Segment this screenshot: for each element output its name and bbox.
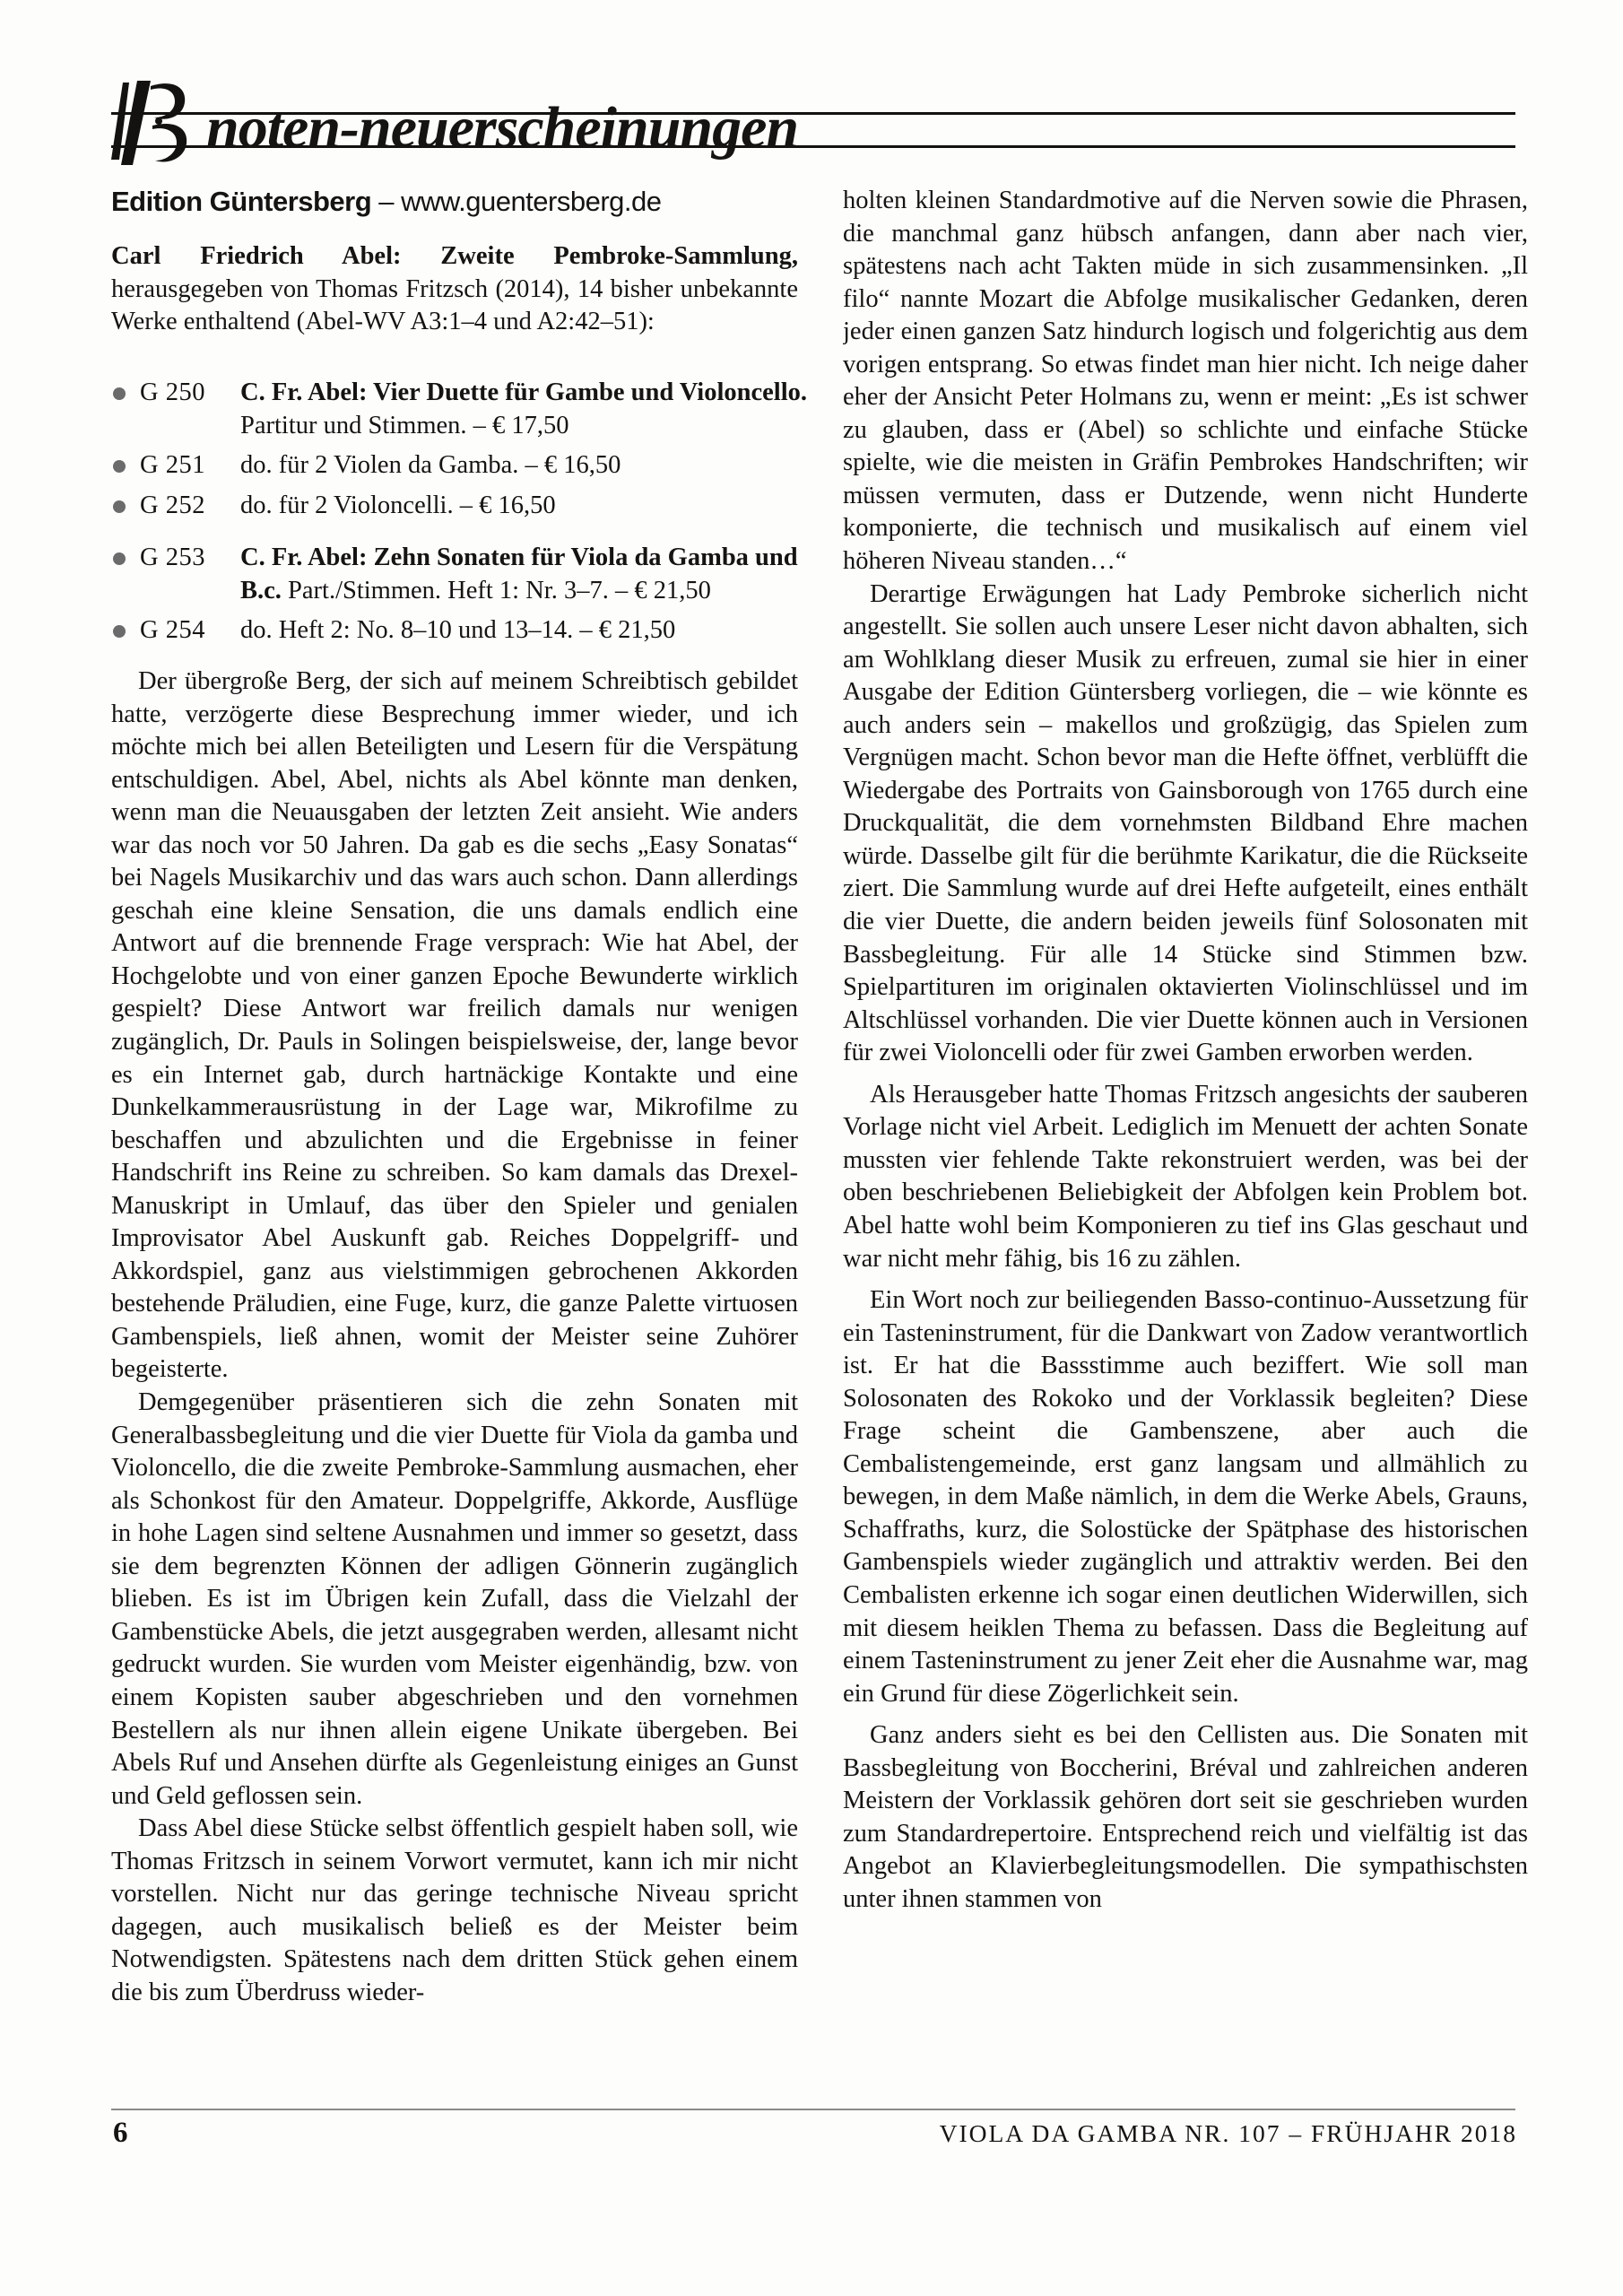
bullet-icon xyxy=(113,500,126,513)
catalog-item xyxy=(111,449,809,483)
catalog-entry: do. für 2 Violoncelli. – € 16,50 xyxy=(240,491,556,519)
catalog-number: G 252 xyxy=(140,491,205,519)
alto-clef-ornament-icon xyxy=(109,79,188,165)
body-paragraph: Der übergroße Berg, der sich auf meinem Schreibtisch gebildet hatte, verzögerte diese Besprechung immer wieder, und ich möchte mich bei allen Beteiligten und Lesern für die Verspätung entschuldigen. Abel, Abel, nichts als Abel könnte man denken, wenn man die Neuausgaben der letzten Zeit ansieht. Wie anders war das noch vor 50 Jahren. Da gab es die sechs „Easy Sonatas“ bei Nagels Musikarchiv und das wars auch schon. Dann allerdings geschah eine kleine Sensation, die uns damals endlich eine Antwort auf die brennende Frage versprach: Wie hat Abel, der Hochgelobte und von einer ganzen Epoche Bewunderte wirklich gespielt? Diese Antwort war freilich damals nur wenigen zugänglich, Dr. Pauls in Solingen beispielsweise, der, lange bevor es ein Internet gab, durch hartnäckige Kontakte und eine Dunkelkammerausrüstung in der Lage war, Mikrofilme zu beschaffen und abzulichten und die Ergebnisse in feiner Handschrift ins Reine zu schreiben. So kam damals das Drexel-Manuskript in Umlauf, das über den Spieler und genialen Improvisator Abel Auskunft gab. Reiches Doppelgriff- und Akkordspiel, ganz aus vielstimmigen gebrochenen Akkorden bestehende Präludien, eine Fuge, kurz, die ganze Palette virtuosen Gambenspiels, ließ ahnen, womit der Meister seine Zuhörer begeisterte. xyxy=(111,667,798,1384)
body-paragraph: holten kleinen Standardmotive auf die Nerven sowie die Phrasen, die manchmal ganz hübsch anfangen, dann aber nach vier, spätestens nach acht Takten müde in sich zusammensinken. „Il filo“ nannte Mozart die Abfolge musikalischer Gedanken, deren jeder einen ganzen Satz hindurch logisch und folgerichtig aus dem vorigen entsprang. So etwas findet man hier nicht. Ich neige daher eher der Ansicht Peter Holmans zu, wenn er meint: „Es ist schwer zu glauben, dass er (Abel) so schlichte und einfache Stücke spielte, wie die meisten in Gräfin Pembrokes Handschriften; wir müssen vermuten, dass er Dutzende, wenn nicht Hunderte komponierte, die technisch und musikalisch auf einem viel höheren Niveau standen…“ xyxy=(843,187,1528,576)
body-paragraph: Ganz anders sieht es bei den Cellisten aus. Die Sonaten mit Bassbegleitung von Boccherini, Bréval und zahlreichen anderen Meistern der Vorklassik gehören dort seit sie geschrieben wurden zum Standardrepertoire. Entsprechend reich und vielfältig ist das Angebot an Klavierbegleitungsmodellen. Die sympathischsten unter ihnen stammen von xyxy=(843,1721,1528,1913)
publisher-url: www.guentersberg.de xyxy=(401,186,662,217)
section-title: noten-neuerscheinungen xyxy=(206,95,799,161)
review-intro xyxy=(111,240,798,339)
body-paragraph: Als Herausgeber hatte Thomas Fritzsch angesichts der sauberen Vorlage nicht viel Arbeit. Lediglich im Menuett der achten Sonate mussten vier fehlende Takte rekonstruiert werden, was bei der oben beschriebenen Beliebigkeit der Abfolgen kein Problem bot. Abel hatte wohl beim Komponieren zu tief ins Glas geschaut und war nicht mehr fähig, bis 16 zu zählen. xyxy=(843,1080,1528,1273)
footer-rule xyxy=(111,2109,1515,2110)
catalog-number: G 253 xyxy=(140,544,205,572)
body-paragraph: Demgegenüber präsentieren sich die zehn Sonaten mit Generalbassbegleitung und die vier Duette für Viola da gamba und Violoncello, die die zweite Pembroke-Sammlung ausmachen, eher als Schonkost für den Amateur. Doppelgriffe, Akkorde, Ausflüge in hohe Lagen sind seltene Ausnahmen und immer so gesetzt, dass sie dem begrenzten Können der adligen Gönnerin zugänglich blieben. Es ist im Übrigen kein Zufall, dass die Vielzahl der Gambenstücke Abels, die jetzt ausgegraben werden, allesamt nicht gedruckt wurden. Sie wurden vom Meister eigenhändig, bzw. von einem Kopisten sauber abgeschrieben und den vornehmen Bestellern als nur ihnen allein eigene Unikate übergeben. Bei Abels Ruf und Ansehen dürfte als Gegenleistung einiges an Gunst und Geld geflossen sein. xyxy=(111,1388,798,1810)
catalog-list xyxy=(111,377,809,655)
bullet-icon xyxy=(113,625,126,638)
bullet-icon xyxy=(113,460,126,473)
catalog-number: G 250 xyxy=(140,378,205,406)
publisher-name: Edition Güntersberg xyxy=(111,186,372,217)
body-column-right xyxy=(843,185,1528,2099)
catalog-number: G 254 xyxy=(140,616,205,645)
catalog-entry: C. Fr. Abel: Zehn Sonaten für Viola da Gamba und B.c. Part./Stimmen. Heft 1: Nr. 3–7. – € 21,50 xyxy=(240,544,798,604)
publisher-separator: – xyxy=(371,186,402,217)
body-paragraph: Dass Abel diese Stücke selbst öffentlich gespielt haben soll, wie Thomas Fritzsch in seinem Vorwort vermutet, kann ich mir nicht vorstellen. Nicht nur das geringe technische Niveau spricht dagegen, auch musikalisch beließ es der Meister beim Notwendigsten. Spätestens nach dem dritten Stück gehen einem die bis zum Überdruss wieder- xyxy=(111,1814,798,2006)
catalog-entry: do. für 2 Violen da Gamba. – € 16,50 xyxy=(240,451,621,480)
work-details: herausgegeben von Thomas Fritzsch (2014), 14 bisher unbekannte Werke enthaltend (Abel-WV A3:1–4 und A2:42–51): xyxy=(111,274,798,336)
catalog-entry: do. Heft 2: No. 8–10 und 13–14. – € 21,50 xyxy=(240,616,676,645)
publisher-line xyxy=(111,185,798,219)
page-number: 6 xyxy=(113,2117,128,2149)
body-column-left xyxy=(111,665,798,2097)
work-title: Carl Friedrich Abel: Zweite Pembroke-Sammlung, xyxy=(111,242,798,270)
journal-footer: VIOLA DA GAMBA NR. 107 – FRÜHJAHR 2018 xyxy=(939,2119,1517,2147)
catalog-number: G 251 xyxy=(140,451,205,480)
bullet-icon xyxy=(113,387,126,400)
bullet-icon xyxy=(113,552,126,565)
catalog-item xyxy=(111,490,809,523)
catalog-item xyxy=(111,614,809,648)
catalog-entry: C. Fr. Abel: Vier Duette für Gambe und Violoncello. Partitur und Stimmen. – € 17,50 xyxy=(240,378,808,439)
body-paragraph: Derartige Erwägungen hat Lady Pembroke sicherlich nicht angestellt. Sie sollen auch unsere Leser nicht davon abhalten, sich am Wohlklang dieser Musik zu erfreuen, zumal sie hier in einer Ausgabe der Edition Güntersberg vorliegen, die – wie könnte es auch anders sein – makellos und großzügig, das Spielen zum Vergnügen macht. Schon bevor man die Hefte öffnet, verblüfft die Wiedergabe des Portraits von Gainsborough von 1765 durch eine Druckqualität, die dem vornehmsten Bildband Ehre machen würde. Dasselbe gilt für die berühmte Karikatur, die die Rückseite ziert. Die Sammlung wurde auf drei Hefte aufgeteilt, eines enthält die vier Duette, die andern beiden jeweils fünf Solosonaten mit Bassbegleitung. Für alle 14 Stücke sind Stimmen bzw. Spielpartituren im originalen oktavierten Violinschlüssel und im Altschlüssel vorhanden. Die vier Duette können auch in Versionen für zwei Violoncelli oder für zwei Gamben erworben werden. xyxy=(843,579,1528,1067)
body-paragraph: Ein Wort noch zur beiliegenden Basso-continuo-Aussetzung für ein Tasteninstrument, für die Dankwart von Zadow verantwortlich ist. Er hat die Bassstimme auch beziffert. Wie soll man Solosonaten des Rokoko und der Vorklassik begleiten? Diese Frage scheint die Gambenszene, aber auch die Cembalistengemeinde, erst ganz langsam und allmählich zu bewegen, in dem Maße nämlich, in dem die Werke Abels, Grauns, Schaffraths, kurz, die Solostücke der Spätphase des historischen Gambenspiels wieder zugänglich und attraktiv werden. Bei den Cembalisten erkenne ich sogar einen deutlichen Widerwillen, sich mit diesem heiklen Thema zu befassen. Dass die Begleitung auf einem Tasteninstrument zu jener Zeit eher die Ausnahme war, mag ein Grund für diese Zögerlichkeit sein. xyxy=(843,1286,1528,1708)
catalog-item xyxy=(111,377,809,442)
masthead xyxy=(109,79,807,161)
catalog-item xyxy=(111,542,809,607)
